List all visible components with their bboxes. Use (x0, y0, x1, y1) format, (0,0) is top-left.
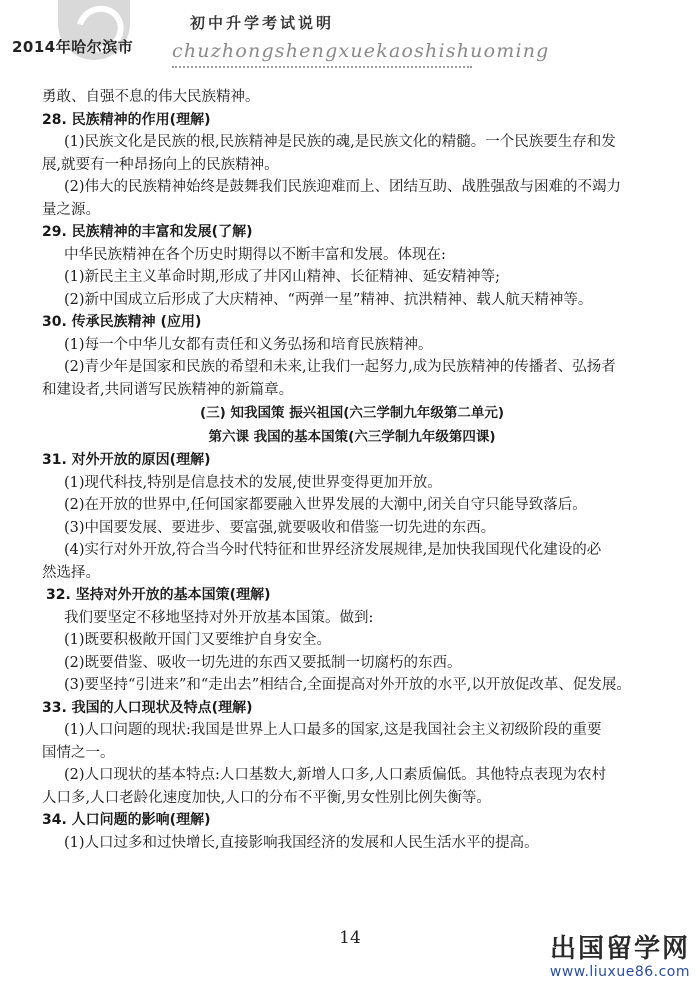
section-31-para-1: (1)现代科技,特别是信息技术的发展,使世界变得更加开放。 (64, 474, 442, 491)
section-30-title: 30. 传承民族精神 (应用) (42, 314, 202, 330)
section-32-para-1: (1)既要积极敞开国门又要维护自身安全。 (64, 632, 332, 648)
section-28-para-1: (1)民族文化是民族的根,民族精神是民族的魂,是民族文化的精髓。一个民族要生存和发 (64, 134, 616, 150)
site-watermark[interactable] (550, 934, 690, 980)
watermark-title: 出国留学网 (549, 934, 690, 964)
watermark-url[interactable]: www.liuxue86.com (549, 964, 690, 980)
section-28-para-2: (2)伟大的民族精神始终是鼓舞我们民族迎难而上、团结互助、战胜强敌与困难的不竭力 (64, 179, 622, 195)
section-29-title: 29. 民族精神的丰富和发展(了解) (42, 224, 253, 240)
section-31-title: 31. 对外开放的原因(理解) (42, 452, 211, 468)
section-28-para-2-cont: 量之源。 (42, 201, 100, 218)
page-number: 14 (339, 928, 361, 948)
unit-title: (三) 知我国策 振兴祖国(六三学制九年级第二单元) (199, 405, 505, 421)
section-31-para-2: (2)在开放的世界中,任何国家都要融入世界发展的大潮中,闭关自守只能导致落后。 (64, 497, 587, 513)
section-33-para-2: (2)人口现状的基本特点:人口基数大,新增人口多,人口素质偏低。其他特点表现为农村 (64, 767, 607, 783)
section-28-para-1-cont: 展,就要有一种昂扬向上的民族精神。 (42, 156, 279, 173)
year-city-label: 2014年哈尔滨市 (12, 38, 134, 56)
section-30-para-1: (1)每一个中华儿女都有责任和义务弘扬和培育民族精神。 (64, 336, 433, 353)
section-28-title: 28. 民族精神的作用(理解) (42, 111, 211, 128)
intro-text: 勇敢、自强不息的伟大民族精神。 (42, 89, 260, 105)
section-34-title: 34. 人口问题的影响(理解) (42, 812, 211, 828)
section-33-title: 33. 我国的人口现状及特点(理解) (42, 699, 253, 716)
series-title: 初中升学考试说明 (190, 14, 335, 32)
section-32-intro: 我们要坚定不移地坚持对外开放基本国策。做到: (64, 609, 374, 626)
section-33-para-2-cont: 人口多,人口老龄化速度加快,人口的分布不平衡,男女性别比例失衡等。 (42, 789, 491, 806)
section-30-para-2-cont: 和建设者,共同谱写民族精神的新篇章。 (42, 381, 294, 398)
section-34-para-1: (1)人口过多和过快增长,直接影响我国经济的发展和人民生活水平的提高。 (64, 834, 539, 851)
section-30-para-2: (2)青少年是国家和民族的希望和未来,让我们一起努力,成为民族精神的传播者、弘扬者 (64, 359, 616, 375)
section-32-para-3: (3)要坚持“引进来”和“走出去”相结合,全面提高对外开放的水平,以开放促改革、促发展。 (64, 677, 631, 693)
lesson-title: 第六课 我国的基本国策(六三学制九年级第四课) (208, 429, 496, 445)
section-29-para-1: (1)新民主主义革命时期,形成了井冈山精神、长征精神、延安精神等; (64, 269, 501, 285)
section-29-intro: 中华民族精神在各个历史时期得以不断丰富和发展。体现在: (64, 246, 446, 263)
section-31-para-3: (3)中国要发展、要进步、要富强,就要吸收和借鉴一切先进的东西。 (64, 519, 496, 536)
section-33-para-1: (1)人口问题的现状:我国是世界上人口最多的国家,这是我国社会主义初级阶段的重要 (64, 722, 602, 738)
section-33-para-1-cont: 国情之一。 (42, 744, 115, 761)
section-31-para-4-cont: 然选择。 (42, 564, 100, 581)
header-divider (172, 66, 472, 68)
section-32-title: 32. 坚持对外开放的基本国策(理解) (46, 587, 271, 603)
section-31-para-4: (4)实行对外开放,符合当今时代特征和世界经济发展规律,是加快我国现代化建设的必 (64, 542, 602, 558)
series-pinyin: chuzhongshengxuekaoshishuoming (172, 40, 550, 62)
section-29-para-2: (2)新中国成立后形成了大庆精神、“两弹一星”精神、抗洪精神、载人航天精神等。 (64, 291, 593, 308)
page-content (42, 86, 662, 854)
page-header (0, 0, 700, 82)
section-32-para-2: (2)既要借鉴、吸收一切先进的东西又要抵制一切腐朽的东西。 (64, 654, 462, 671)
